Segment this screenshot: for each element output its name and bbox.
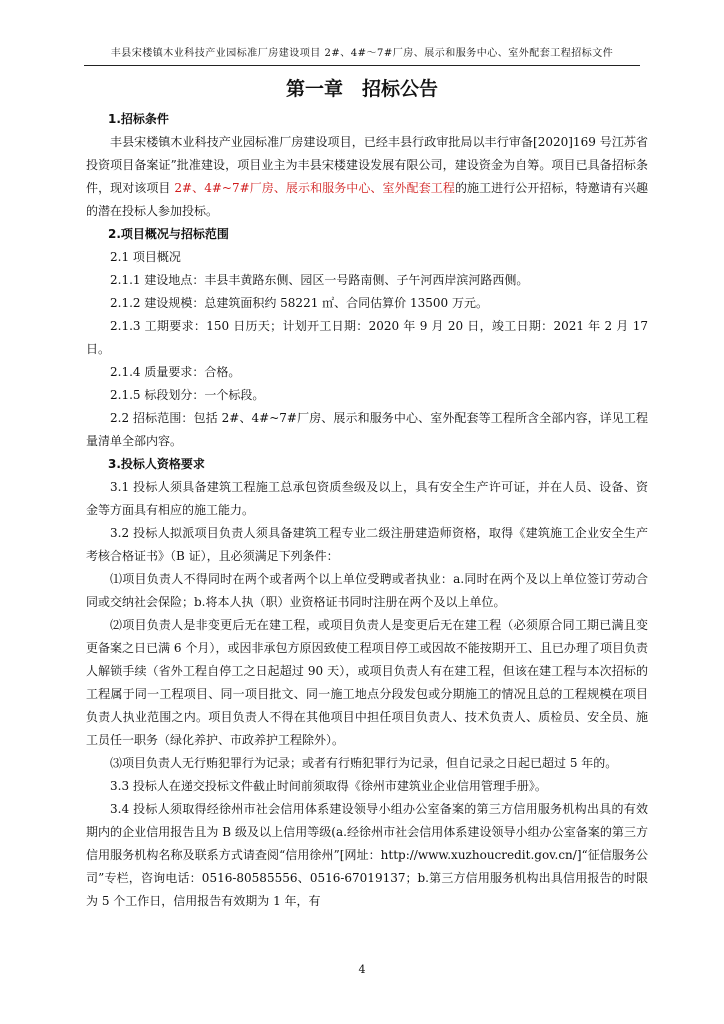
chapter-title: 第一章 招标公告: [285, 78, 438, 100]
text-segment: 丰县宋楼镇木业科技产业园标准厂房建设项目，已经丰县行政审批局以丰行审备[2020]169 号江苏省投资项目备案证”批准建设，项目业主为丰县宋楼建设发展有限公司，建设资金为自筹。项目已具备招标条件，现对该项目: [86, 135, 648, 195]
paragraph: 2.1.3 工期要求：150 日历天；计划开工日期：2020 年 9 月 20 日，竣工日期：2021 年 2 月 17 日。: [86, 319, 648, 356]
highlighted-project-scope: 2#、4#~7#厂房、展示和服务中心、室外配套工程: [174, 181, 455, 195]
paragraph: ⑴项目负责人不得同时在两个或者两个以上单位受聘或者执业：a.同时在两个及以上单位签订劳动合同或交纳社会保险；b.将本人执（职）业资格证书同时注册在两个及以上单位。: [86, 572, 648, 609]
section-heading-1: 1.招标条件: [108, 112, 169, 126]
paragraph: ⑶项目负责人无行贿犯罪行为记录；或者有行贿犯罪行为记录，但自记录之日起已超过 5 年的。: [110, 756, 618, 770]
document-body: [86, 108, 648, 913]
paragraph: 2.1.1 建设地点：丰县丰黄路东侧、园区一号路南侧、子午河西岸滨河路西侧。: [110, 273, 529, 287]
paragraph: 3.2 投标人拟派项目负责人须具备建筑工程专业二级注册建造师资格，取得《建筑施工企业安全生产考核合格证书》（B 证），且必须满足下列条件：: [86, 526, 648, 563]
paragraph: 3.4 投标人须取得经徐州市社会信用体系建设领导小组办公室备案的第三方信用服务机构出具的有效期内的企业信用报告且为 B 级及以上信用等级(a.经徐州市社会信用体系建设领导小组办公室备案的第三方信用服务机构名称及联系方式请查阅“信用徐州”[网址：http://www.xuzhoucredit.gov.cn/]“征信服务公司”专栏，咨询电话：0516-80585556、0516-67019137；b.第三方信用服务机构出具信用报告的时限为 5 个工作日，信用报告有效期为 1 年，有: [86, 802, 648, 908]
paragraph: 2.2 招标范围：包括 2#、4#~7#厂房、展示和服务中心、室外配套等工程所含全部内容，详见工程量清单全部内容。: [86, 411, 648, 448]
paragraph: 3.3 投标人在递交投标文件截止时间前须取得《徐州市建筑业企业信用管理手册》。: [110, 779, 547, 793]
paragraph: 2.1.2 建设规模：总建筑面积约 58221 ㎡、合同估算价 13500 万元。: [110, 296, 488, 310]
tender-conditions-paragraph: [86, 131, 648, 223]
page-number: 4: [358, 963, 366, 976]
paragraph: 2.1.4 质量要求：合格。: [110, 365, 241, 379]
document-header: 丰县宋楼镇木业科技产业园标准厂房建设项目 2#、4#～7#厂房、展示和服务中心、室外配套工程招标文件: [84, 43, 640, 66]
paragraph: 2.1.5 标段划分：一个标段。: [110, 388, 265, 402]
section-heading-3: 3.投标人资格要求: [108, 457, 205, 471]
section-heading-2: 2.项目概况与招标范围: [108, 227, 229, 241]
paragraph: ⑵项目负责人是非变更后无在建工程，或项目负责人是变更后无在建工程（必须原合同工期已满且变更备案之日已满 6 个月），或因非承包方原因致使工程项目停工或因故不能按期开工、且已办理了项目负责人解锁手续（省外工程自停工之日起超过 90 天），或项目负责人有在建工程，但该在建工程与本次招标的工程属于同一工程项目、同一项目批文、同一施工地点分段发包或分期施工的情况且总的工程规模在项目负责人执业范围之内。项目负责人不得在其他项目中担任项目负责人、技术负责人、质检员、安全员、施工员任一职务（绿化养护、市政养护工程除外）。: [86, 618, 648, 747]
paragraph: 2.1 项目概况: [110, 250, 181, 264]
paragraph: 3.1 投标人须具备建筑工程施工总承包资质叁级及以上，具有安全生产许可证，并在人员、设备、资金等方面具有相应的施工能力。: [86, 480, 648, 517]
text-segment: 的施工进行公开招标，特邀请有兴趣的潜在投标人参加投标。: [86, 181, 648, 218]
